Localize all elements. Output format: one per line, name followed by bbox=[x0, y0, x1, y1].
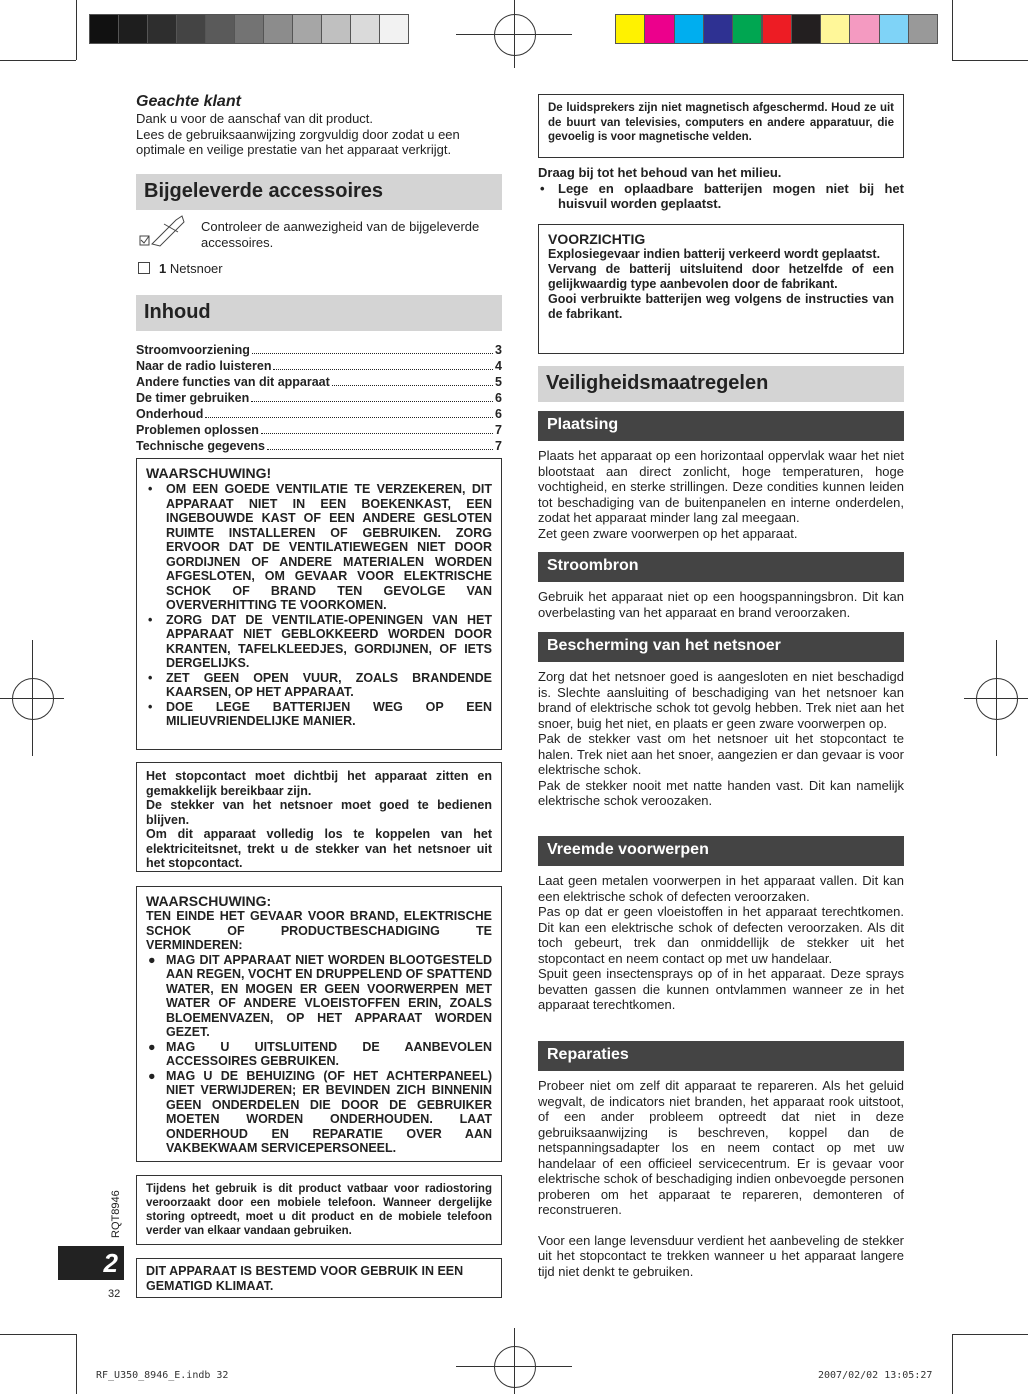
warning-box-electric-shock bbox=[136, 886, 502, 1162]
page-number: 32 bbox=[108, 1288, 121, 1300]
warning-item: • DOE LEGE BATTERIJEN WEG OP EEN MILIEUVRIENDELIJKE MANIER. bbox=[146, 700, 492, 729]
color-swatch bbox=[879, 14, 909, 44]
greeting-title: Geachte klant bbox=[136, 93, 241, 110]
speaker-notice: De luidsprekers zijn niet magnetisch afgeschermd. Houd ze uit de buurt van televisies, computers en andere apparatuur, die gevoelig is voor magnetische velden. bbox=[548, 102, 894, 143]
footer-timestamp: 2007/02/02 13:05:27 bbox=[818, 1370, 933, 1381]
accessories-instruction: Controleer de aanwezigheid van de bijgeleverde accessoires. bbox=[201, 219, 480, 250]
repairs-text-2: Voor een lange levensduur verdient het aanbeveling de stekker uit het stopcontact te trekken wanneer u het apparaat langere tijd niet denkt te gebruiken. bbox=[538, 1232, 904, 1279]
warning-item: • ZET GEEN OPEN VUUR, ZOALS BRANDENDE KAARSEN, OP HET APPARAAT. bbox=[146, 671, 492, 700]
caution-box bbox=[538, 224, 904, 354]
color-swatch bbox=[762, 14, 792, 44]
color-swatch bbox=[205, 14, 235, 44]
placement-heading: Plaatsing bbox=[538, 411, 904, 441]
toc-entry[interactable]: De timer gebruiken 6 bbox=[136, 391, 502, 405]
cord-text-1: Zorg dat het netsnoer goed is aangesloten en niet beschadigd is. Slechte aansluiting of beschadiging van het netsnoer kan brand of elektrische schok tot gevolg hebben. Trek niet aan het snoer, buig het niet, en plaats er geen zware voorwerpen op. bbox=[538, 669, 904, 731]
toc-entry[interactable]: Naar de radio luisteren 4 bbox=[136, 359, 502, 373]
greeting-thanks: Dank u voor de aanschaf van dit product. bbox=[136, 111, 374, 126]
cord-text-3: Pak de stekker nooit met natte handen vast. Dit kan namelijk elektrische schok veroozaken. bbox=[538, 777, 904, 808]
toc-entry[interactable]: Andere functies van dit apparaat 5 bbox=[136, 375, 502, 389]
mobile-phone-notice: Tijdens het gebruik is dit product vatbaar voor radiostoring veroorzaakt door een mobiele telefoon. Wanneer dergelijke storing optreedt, moet u dit product en de mobiele telefoon verder van elkaar vandaan gebruiken. bbox=[146, 1183, 492, 1237]
outlet-text-1: Het stopcontact moet dichtbij het apparaat zitten en gemakkelijk bereikbaar zijn. bbox=[146, 769, 492, 798]
accessory-name: Netsnoer bbox=[169, 261, 223, 276]
color-swatch bbox=[263, 14, 293, 44]
caution-text-3: Gooi verbruikte batterijen weg volgens de instructies van de fabrikant. bbox=[548, 292, 894, 321]
caution-text-2: Vervang de batterij uitsluitend door hetzelfde of een gelijkwaardig type aanbevolen door de fabrikant. bbox=[548, 262, 894, 291]
warning-subtitle: TEN EINDE HET GEVAAR VOOR BRAND, ELEKTRISCHE SCHOK OF PRODUCTBESCHADIGING TE VERMINDEREN: bbox=[146, 909, 492, 952]
toc-entry[interactable]: Problemen oplossen 7 bbox=[136, 423, 502, 437]
outlet-notice-box bbox=[136, 762, 502, 872]
color-swatch bbox=[674, 14, 704, 44]
color-swatch bbox=[703, 14, 733, 44]
accessory-item bbox=[159, 261, 223, 276]
greeting-block bbox=[136, 93, 502, 158]
warning-item: ● MAG DIT APPARAAT NIET WORDEN BLOOTGESTELD AAN REGEN, VOCHT EN DRUPPELEND OF SPATTEND WATER, EN MOGEN ER GEEN VOORWERPEN MET WATER OF ANDERE VLOEISTOFFEN ERIN, ZOALS BLOEMENVAZEN, OP HET APPARAAT WORDEN GEZET. bbox=[146, 953, 492, 1040]
color-swatch bbox=[732, 14, 762, 44]
warning-item: ● MAG U UITSLUITEND DE AANBEVOLEN ACCESSOIRES GEBRUIKEN. bbox=[146, 1040, 492, 1069]
color-swatch bbox=[234, 14, 264, 44]
caution-text-1: Explosiegevaar indien batterij verkeerd wordt geplaatst. bbox=[548, 247, 881, 261]
checklist-pen-icon bbox=[138, 214, 188, 254]
cord-protection-heading: Bescherming van het netsnoer bbox=[538, 632, 904, 662]
warning-title: WAARSCHUWING: bbox=[146, 893, 272, 909]
foreign-objects-heading: Vreemde voorwerpen bbox=[538, 836, 904, 866]
environment-block bbox=[538, 165, 904, 212]
footer-file-name: RF_U350_8946_E.indb 32 bbox=[96, 1370, 229, 1381]
toc-entry[interactable]: Onderhoud 6 bbox=[136, 407, 502, 421]
environment-bullet: • Lege en oplaadbare batterijen mogen niet bij het huisvuil worden geplaatst. bbox=[538, 181, 904, 212]
caution-title: VOORZICHTIG bbox=[548, 231, 646, 247]
foreign-text-2: Pas op dat er geen vloeistoffen in het apparaat terechtkomen. Dit kan een elektrische schok of defecten veroorzaken. Als dit toch gebeurt, trek dan onmiddellijk de stekker uit het stopcontact en neem contact op met uw handelaar. bbox=[538, 904, 904, 966]
foreign-text-3: Spuit geen insectensprays op of in het apparaat. Deze sprays bevatten gassen die kunnen ontvlammen wanneer ze in het apparaat terechtkomen. bbox=[538, 966, 904, 1012]
color-swatch bbox=[292, 14, 322, 44]
environment-line: Draag bij tot het behoud van het milieu. bbox=[538, 165, 782, 180]
climate-notice-box bbox=[136, 1258, 502, 1298]
cord-text-2: Pak de stekker vast om het netsnoer uit het stopcontact te halen. Trek niet aan het snoer, aangezien er dan gevaar is voor elektrische schok. bbox=[538, 731, 904, 777]
greeting-instructions: Lees de gebruiksaanwijzing zorgvuldig door zodat u een optimale en veilige prestatie van het apparaat verkrijgt. bbox=[136, 126, 460, 157]
safety-heading: Veiligheidsmaatregelen bbox=[538, 366, 904, 402]
power-source-text: Gebruik het apparaat niet op een hoogspanningsbron. Dit kan overbelasting van het apparaat en brand veroorzaken. bbox=[538, 589, 904, 620]
color-swatch bbox=[350, 14, 380, 44]
warning-item: • ZORG DAT DE VENTILATIE-OPENINGEN VAN HET APPARAAT NIET GEBLOKKEERD WORDEN DOOR KRANTEN, TAFELKLEEDJES, GORDIJNEN, OF IETS DERGELIJKS. bbox=[146, 613, 492, 671]
climate-notice: DIT APPARAAT IS BESTEMD VOOR GEBRUIK IN EEN GEMATIGD KLIMAAT. bbox=[146, 1264, 464, 1293]
placement-text-2: Zet geen zware voorwerpen op het apparaat. bbox=[538, 525, 798, 541]
warning-item: • OM EEN GOEDE VENTILATIE TE VERZEKEREN, DIT APPARAAT NIET IN EEN BOEKENKAST, EEN INGEBOUWDE KAST OF EEN ANDERE GESLOTEN RUIMTE INSTALLEREN OF GEBRUIKEN. ZORG ERVOOR DAT DE VENTILATIEWEGEN NIET DOOR GORDIJNEN OF ANDERE MATERIALEN WORDEN AFGESLOTEN, OM GEVAAR VOOR ELEKTRISCHE SCHOK OF BRAND TEN GEVOLGE VAN OVERVERHITTING TE VOORKOMEN. bbox=[146, 482, 492, 613]
accessories-heading: Bijgeleverde accessoires bbox=[136, 174, 502, 210]
placement-text-1: Plaats het apparaat op een horizontaal oppervlak waar het niet blootstaat aan direct zonlicht, hoge temperaturen, hoge vochtigheid, en sterke strillingen. Deze condities kunnen leiden tot beschadiging van de buitenpanelen en interne onderdelen, zodat het apparaat minder lang zal meegaan. bbox=[538, 448, 904, 525]
color-swatch bbox=[820, 14, 850, 44]
cord-protection-section bbox=[538, 669, 904, 809]
contents-heading: Inhoud bbox=[136, 295, 502, 331]
color-swatch bbox=[908, 14, 938, 44]
warning-item: ● MAG U DE BEHUIZING (OF HET ACHTERPANEEL) NIET VERWIJDEREN; ER BEVINDEN ZICH BINNENIN GEEN ONDERDELEN DIE DOOR DE GEBRUIKER MOETEN WORDEN ONDERHOUDEN. LAAT ONDERHOUD EN REPARATIE OVER AAN VAKBEKWAAM SERVICEPERSONEEL. bbox=[146, 1069, 492, 1156]
color-swatch bbox=[147, 14, 177, 44]
color-swatch bbox=[644, 14, 674, 44]
accessory-quantity: 1 bbox=[159, 261, 167, 276]
color-swatch bbox=[791, 14, 821, 44]
outlet-text-3: Om dit apparaat volledig los te koppelen van het elektriciteitsnet, trekt u de stekker van het netsnoer uit het stopcontact. bbox=[146, 827, 492, 870]
color-swatch bbox=[176, 14, 206, 44]
color-swatch bbox=[379, 14, 409, 44]
accessory-checkbox[interactable] bbox=[138, 262, 150, 274]
warning-title: WAARSCHUWING! bbox=[146, 465, 272, 481]
foreign-text-1: Laat geen metalen voorwerpen in het apparaat vallen. Dit kan een elektrische schok of defecten veroorzaken. bbox=[538, 873, 904, 904]
page-tab-number: 2 bbox=[58, 1246, 124, 1280]
table-of-contents bbox=[136, 342, 502, 454]
placement-section bbox=[538, 448, 904, 541]
color-swatch bbox=[849, 14, 879, 44]
repairs-text-1: Probeer niet om zelf dit apparaat te repareren. Als het geluid wegvalt, de indicators niet branden, het apparaat rook uitstoot, of een ander probleem optreedt dat niet in deze gebruiksaanwijzing is beschreven, koppel dan de netspanningsadapter los en neem contact op met uw handelaar of een officieel servicecentrum. Er is gevaar voor elektrische schok of beschadiging indien onbevoegde personen proberen om het apparaat te repareren, demonteren of reconstrueren. bbox=[538, 1078, 904, 1217]
foreign-objects-section bbox=[538, 873, 904, 1013]
color-swatch bbox=[89, 14, 119, 44]
repairs-section bbox=[538, 1078, 904, 1279]
color-swatch bbox=[321, 14, 351, 44]
color-swatch bbox=[615, 14, 645, 44]
repairs-heading: Reparaties bbox=[538, 1041, 904, 1071]
color-swatch bbox=[118, 14, 148, 44]
power-source-section bbox=[538, 589, 904, 620]
outlet-text-2: De stekker van het netsnoer moet goed te bedienen blijven. bbox=[146, 798, 492, 827]
toc-entry[interactable]: Stroomvoorziening 3 bbox=[136, 343, 502, 357]
speaker-notice-box bbox=[538, 94, 904, 158]
mobile-phone-notice-box bbox=[136, 1175, 502, 1245]
document-code: RQT8946 bbox=[110, 1190, 122, 1238]
toc-entry[interactable]: Technische gegevens 7 bbox=[136, 439, 502, 453]
warning-box-ventilation bbox=[136, 458, 502, 750]
power-source-heading: Stroombron bbox=[538, 552, 904, 582]
